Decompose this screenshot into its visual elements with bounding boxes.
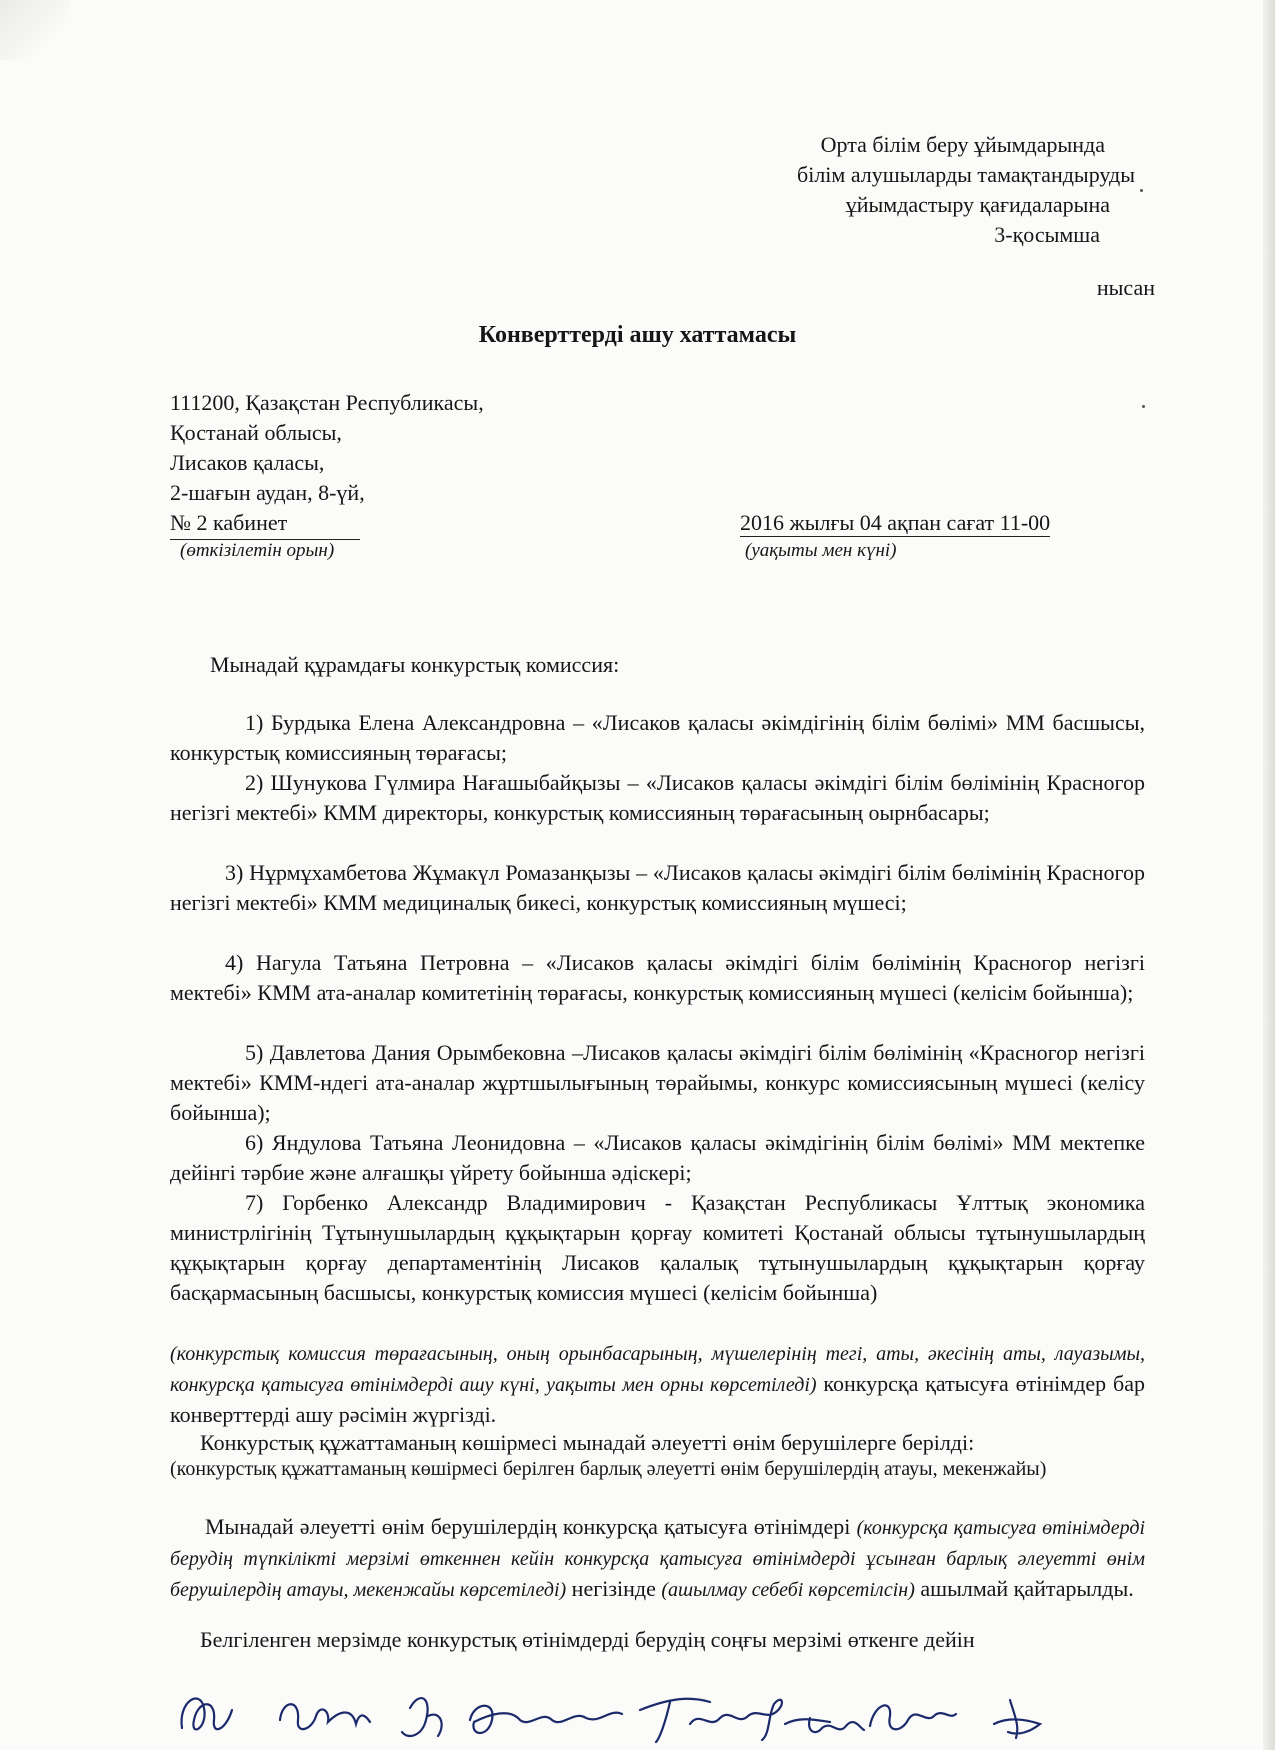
members-tail: конкурсқа қатысуға өтінімдер бар конверттерді ашу рәсімін жүргізді.	[170, 1371, 1145, 1427]
document-title: Конверттерді ашу хаттамасы	[478, 322, 797, 348]
returned-reason: (ашылмау себебі көрсетілсін)	[661, 1579, 915, 1601]
place-caption: (өткізілетін орын)	[180, 540, 335, 561]
address-line-4: 2-шағын аудан, 8-үй,	[170, 480, 365, 505]
appendix-line-4: 3-қосымша	[994, 222, 1100, 247]
member-3: 3) Нұрмұхамбетова Жұмакүл Ромазанқызы – «Лисаков қаласы әкімдігі білім бөлімінің Красногор негізгі мектебі» КММ медициналық бикесі, конкурстық комиссияның мүшесі;	[170, 860, 1145, 915]
signature-2	[280, 1704, 370, 1729]
signature-8	[994, 1700, 1040, 1738]
signatures-row	[170, 1680, 1170, 1750]
members-note: (конкурстық комиссия төрағасының, оның орынбасарының, мүшелерінің тегі, аты, әкесінің аты, лауазымы, конкурсқа қатысуға өтінімдерді ашу күні, уақыты мен орны көрсетіледі)	[170, 1343, 1145, 1396]
form-label: нысан	[1096, 275, 1155, 300]
address-line-1: 111200, Қазақстан Республикасы,	[170, 390, 484, 415]
scan-corner-shadow	[0, 0, 70, 60]
scan-edge-shadow	[1263, 0, 1275, 1750]
datetime-field	[740, 508, 1050, 538]
returned-note: (конкурсқа қатысуға өтінімдерді берудің түпкілікті мерзімі өткеннен кейін конкурсқа қатысуға өтінімдерді ұсынған барлық әлеуетті өнім берушілердің атауы, мекенжайы көрсетіледі)	[170, 1517, 1146, 1601]
signature-7	[870, 1705, 956, 1729]
returned-paragraph	[170, 1512, 1145, 1605]
member-6: 6) Яндулова Татьяна Леонидовна – «Лисаков қаласы әкімдігінің білім бөлімі» ММ мектепке дейінгі тәрбие және алғашқы үйрету бойынша әдіскері;	[170, 1130, 1145, 1185]
returned-start: Мынадай әлеуетті өнім берушілердің конкурсқа қатысуға өтінімдері	[205, 1514, 857, 1539]
datetime-value: 2016 жылғы 04 ақпан сағат 11-00	[740, 510, 1051, 535]
member-1: 1) Бурдыка Елена Александровна – «Лисаков қаласы әкімдігінің білім бөлімі» ММ басшысы, конкурстық комиссияның төрағасы;	[170, 710, 1145, 765]
appendix-line-3: ұйымдастыру қағидаларына	[845, 192, 1110, 217]
returned-end: ашылмай қайтарылды.	[914, 1576, 1134, 1601]
signature-6	[785, 1718, 864, 1732]
scan-speck	[1140, 189, 1143, 192]
signature-3	[402, 1698, 442, 1736]
commission-intro: Мынадай құрамдағы конкурстық комиссия:	[210, 652, 620, 677]
signature-1	[182, 1699, 232, 1730]
member-2: 2) Шунукова Гүлмира Нағашыбайқызы – «Лисаков қаласы әкімдігі білім бөлімінің Красногор негізгі мектебі» КММ директоры, конкурстық комиссияның төрағасының оырнбасары;	[170, 770, 1145, 825]
members-note-paragraph	[170, 1338, 1145, 1429]
datetime-caption: (уақыты мен күні)	[745, 540, 897, 561]
last-line: Белгіленген мерзімде конкурстық өтінімдерді берудің соңғы мерзімі өткенге дейін	[200, 1627, 975, 1652]
signature-5	[640, 1699, 782, 1742]
member-7: 7) Горбенко Александр Владимирович - Қазақстан Республикасы Ұлттық экономика министрлігінің Тұтынушылардың құқықтарын қорғау комитеті Қостанай облысы тұтынушылардың құқықтарын қорғау департаментінің Лисаков қалалық тұтынушылардың құқықтарын қорғау басқармасының басшысы, конкурстық комиссия мүшесі (келісім бойынша)	[170, 1190, 1145, 1305]
appendix-line-1: Орта білім беру ұйымдарында	[820, 132, 1105, 157]
appendix-line-2: білім алушыларды тамақтандыруды	[797, 162, 1135, 187]
copies-line: Конкурстық құжаттаманың көшірмесі мынадай әлеуетті өнім берушілерге берілді:	[200, 1430, 975, 1455]
copies-note: (конкурстық құжаттаманың көшірмесі берілген барлық әлеуетті өнім берушілердің атауы, мекенжайы)	[170, 1458, 1047, 1480]
address-line-3: Лисаков қаласы,	[170, 450, 325, 475]
returned-mid: негізінде	[566, 1576, 662, 1601]
room-value: № 2 кабинет	[170, 508, 360, 540]
scan-speck	[1142, 405, 1145, 408]
signature-4	[470, 1706, 622, 1733]
member-4: 4) Нагула Татьяна Петровна – «Лисаков қаласы әкімдігі білім бөлімінің Красногор негізгі мектебі» КММ ата-аналар комитетінің төрағасы, конкурстық комиссияның мүшесі (келісім бойынша);	[170, 950, 1145, 1005]
member-5: 5) Давлетова Дания Орымбековна –Лисаков қаласы әкімдігі білім бөлімінің «Красногор негізгі мектебі» КММ-ндегі ата-аналар жұртшылығының төрайымы, конкурс комиссиясының мүшесі (келісу бойынша);	[170, 1040, 1145, 1125]
address-line-2: Қостанай облысы,	[170, 420, 342, 445]
